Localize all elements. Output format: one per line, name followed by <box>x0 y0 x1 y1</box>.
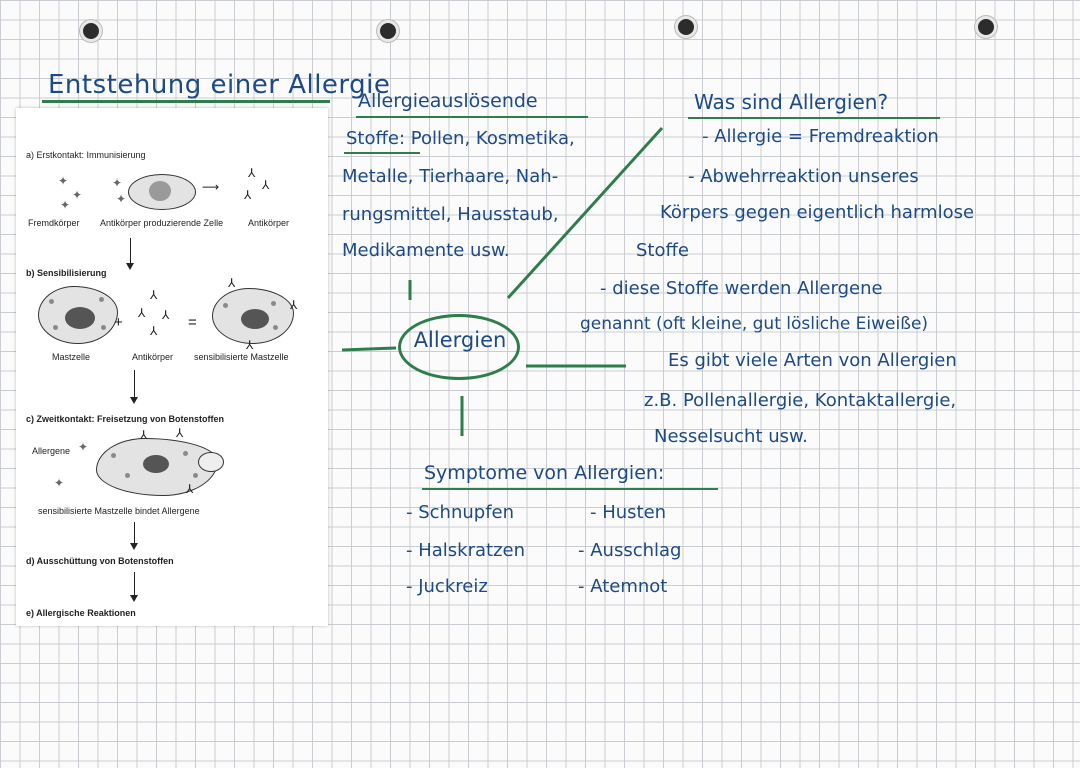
allergen-icon: ✦ <box>78 440 89 454</box>
symptom-item: - Ausschlag <box>578 540 682 561</box>
equals-sign: = <box>188 314 197 331</box>
what-line: - diese Stoffe werden Allergene <box>600 278 883 299</box>
antibody-icon: ⅄ <box>186 482 194 496</box>
c-caption: sensibilisierte Mastzelle bindet Allergene <box>38 506 200 516</box>
antibody-label-b: Antikörper <box>132 352 174 362</box>
antibody-icon: ⅄ <box>138 306 146 320</box>
antibody-label: Antikörper <box>248 218 290 228</box>
what-line: genannt (oft kleine, gut lösliche Eiweiße) <box>580 314 929 334</box>
symptom-item: - Husten <box>590 502 667 523</box>
triggers-line: Metalle, Tierhaare, Nah- <box>342 166 559 187</box>
antibody-icon: ⅄ <box>248 166 256 180</box>
symptom-item: - Halskratzen <box>406 540 526 561</box>
antibody-icon: ⅄ <box>150 288 158 302</box>
triggers-line: Stoffe: Pollen, Kosmetika, <box>346 128 575 149</box>
step-c-label: c) Zweitkontakt: Freisetzung von Botenstoffen <box>26 414 225 424</box>
page-title: Entstehung einer Allergie <box>48 70 391 100</box>
foreign-body-label: Fremdkörper <box>28 218 80 228</box>
what-line: Körpers gegen eigentlich harmlose <box>660 202 975 223</box>
allergene-label: Allergene <box>32 446 71 456</box>
foreign-body-icon: ✦ <box>58 174 69 188</box>
plus-sign: + <box>114 314 123 331</box>
what-heading: Was sind Allergien? <box>694 90 889 114</box>
antibody-icon: ⅄ <box>140 428 148 442</box>
antibody-icon: ⅄ <box>246 338 254 352</box>
symptom-item: - Juckreiz <box>406 576 488 597</box>
what-line: Es gibt viele Arten von Allergien <box>668 350 957 371</box>
what-line: - Allergie = Fremdreaktion <box>702 126 939 147</box>
connector-to-what <box>508 128 662 298</box>
antibody-icon: ⅄ <box>262 178 270 192</box>
what-line: z.B. Pollenallergie, Kontaktallergie, <box>644 390 957 411</box>
antibody-icon: ⅄ <box>244 188 252 202</box>
symptom-item: - Atemnot <box>578 576 668 597</box>
antibody-icon: ⅄ <box>150 324 158 338</box>
triggers-heading: Allergieauslösende <box>358 90 538 112</box>
arrow-right-icon: ⟶ <box>202 180 220 194</box>
triggers-line: rungsmittel, Hausstaub, <box>342 204 559 225</box>
symptom-item: - Schnupfen <box>406 502 515 523</box>
sensitized-mast-cell-label: sensibilisierte Mastzelle <box>194 352 289 362</box>
producing-cell-label: Antikörper produzierende Zelle <box>100 218 224 228</box>
step-e-label: e) Allergische Reaktionen <box>26 608 136 618</box>
triggers-line: Medikamente usw. <box>342 240 510 261</box>
antibody-icon: ⅄ <box>176 426 184 440</box>
symptoms-underline <box>422 488 718 490</box>
antibody-icon: ⅄ <box>228 276 236 290</box>
what-line: Nesselsucht usw. <box>654 426 808 447</box>
connector-left <box>342 348 396 350</box>
foreign-body-icon: ✦ <box>112 176 123 190</box>
step-b-label: b) Sensibilisierung <box>26 268 107 278</box>
mast-cell-label: Mastzelle <box>52 352 91 362</box>
what-line: - Abwehrreaktion unseres <box>688 166 919 187</box>
step-a-label: a) Erstkontakt: Immunisierung <box>26 150 146 160</box>
allergen-icon: ✦ <box>54 476 65 490</box>
what-line: Stoffe <box>636 240 689 261</box>
symptoms-heading: Symptome von Allergien: <box>424 462 665 484</box>
foreign-body-icon: ✦ <box>116 192 127 206</box>
foreign-body-icon: ✦ <box>60 198 71 212</box>
foreign-body-icon: ✦ <box>72 188 83 202</box>
step-d-label: d) Ausschüttung von Botenstoffen <box>26 556 174 566</box>
antibody-icon: ⅄ <box>162 308 170 322</box>
center-topic: Allergien <box>413 328 507 352</box>
antibody-icon: ⅄ <box>290 298 298 312</box>
